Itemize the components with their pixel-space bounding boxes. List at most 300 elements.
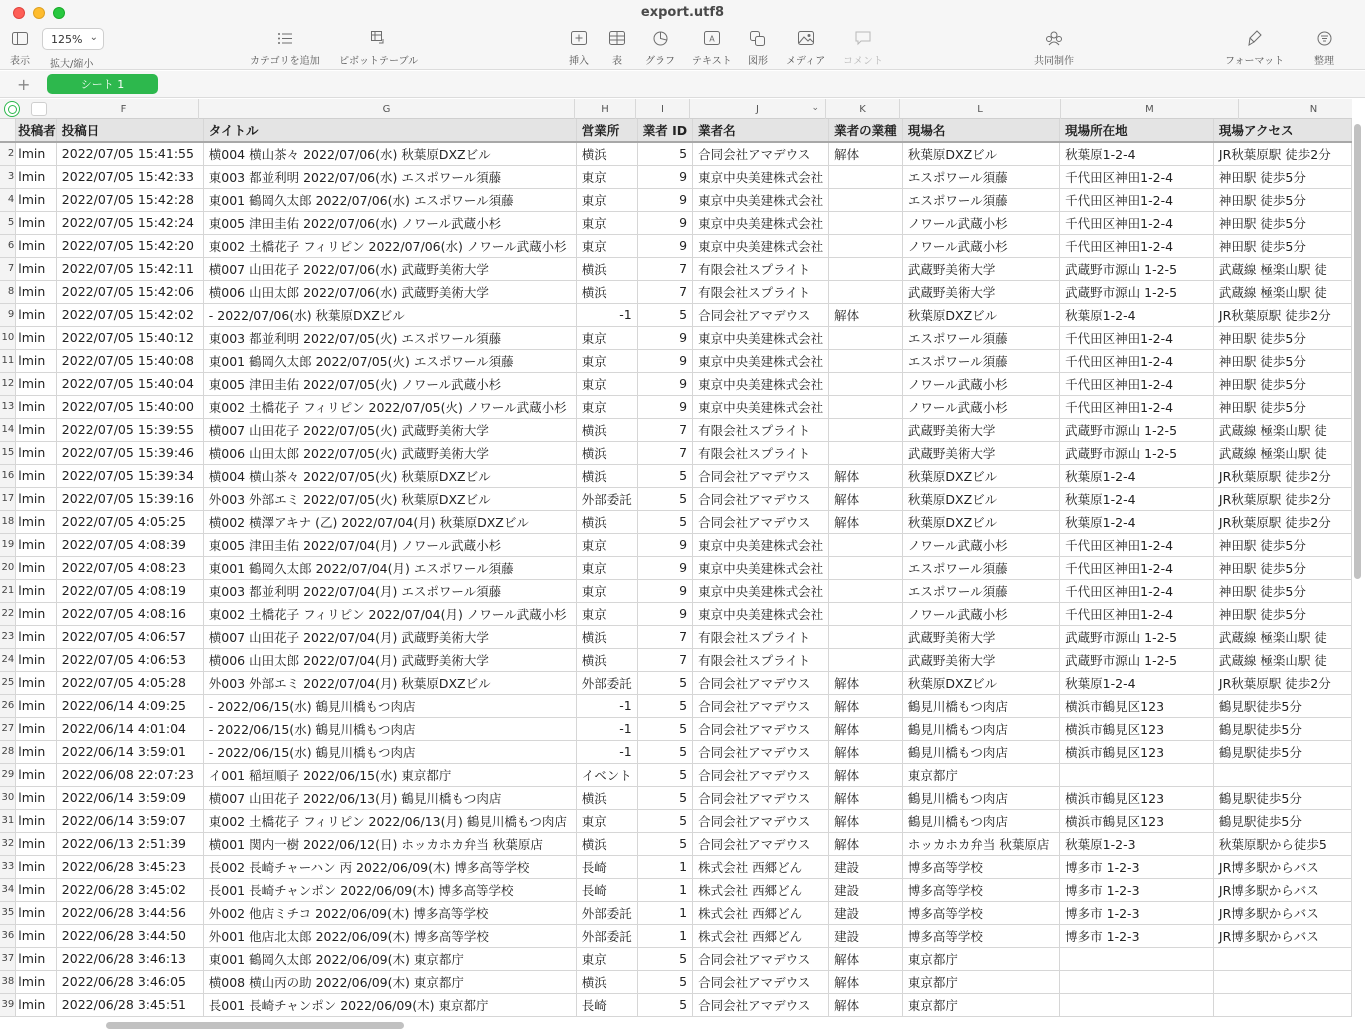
cell-office[interactable]: 東京 — [576, 533, 637, 556]
cell-title[interactable]: 東003 都並利明 2022/07/04(月) エスポワール須藤 — [203, 579, 576, 602]
cell-office[interactable]: 横浜 — [576, 510, 637, 533]
cell-office[interactable]: 東京 — [576, 372, 637, 395]
cell-vendor-name[interactable]: 東京中央美建株式会社 — [693, 188, 829, 211]
cell-site-name[interactable]: 東京都庁 — [902, 970, 1059, 993]
cell-office[interactable]: -1 — [576, 303, 637, 326]
cell-vendor-name[interactable]: 有限会社スプライト — [693, 441, 829, 464]
cell-poster[interactable]: lmin — [16, 947, 57, 970]
cell-site-access[interactable] — [1213, 947, 1351, 970]
cell-site-name[interactable]: ノワール武蔵小杉 — [902, 372, 1059, 395]
cell-site-access[interactable]: JR秋葉原駅 徒歩2分 — [1213, 510, 1351, 533]
cell-vendor-industry[interactable] — [829, 441, 903, 464]
cell-office[interactable]: 東京 — [576, 211, 637, 234]
column-header-l[interactable]: L — [900, 99, 1061, 119]
cell-site-name[interactable]: 鶴見川橋もつ肉店 — [902, 786, 1059, 809]
cell-vendor-id[interactable]: 5 — [637, 487, 692, 510]
cell-site-name[interactable]: 鶴見川橋もつ肉店 — [902, 717, 1059, 740]
cell-site-name[interactable]: 武蔵野美術大学 — [902, 257, 1059, 280]
cell-vendor-id[interactable]: 5 — [637, 786, 692, 809]
cell-poster[interactable]: lmin — [16, 211, 57, 234]
cell-title[interactable]: 東001 鶴岡久太郎 2022/07/06(水) エスポワール須藤 — [203, 188, 576, 211]
cell-site-address[interactable]: 千代田区神田1-2-4 — [1060, 165, 1214, 188]
cell-vendor-id[interactable]: 7 — [637, 441, 692, 464]
cell-vendor-industry[interactable]: 解体 — [829, 970, 903, 993]
cell-post-date[interactable]: 2022/06/28 3:45:23 — [56, 855, 203, 878]
collaborate-button[interactable] — [1034, 28, 1074, 67]
row-number[interactable]: 5 — [0, 211, 16, 234]
cell-site-name[interactable]: 秋葉原DXZビル — [902, 671, 1059, 694]
cell-site-access[interactable]: 神田駅 徒歩5分 — [1213, 188, 1351, 211]
row-number[interactable]: 20 — [0, 556, 16, 579]
cell-site-access[interactable]: 神田駅 徒歩5分 — [1213, 165, 1351, 188]
cell-site-name[interactable]: 鶴見川橋もつ肉店 — [902, 740, 1059, 763]
cell-post-date[interactable]: 2022/07/05 15:42:28 — [56, 188, 203, 211]
cell-poster[interactable]: lmin — [16, 855, 57, 878]
cell-office[interactable]: 東京 — [576, 602, 637, 625]
cell-site-address[interactable]: 千代田区神田1-2-4 — [1060, 533, 1214, 556]
cell-site-name[interactable]: 武蔵野美術大学 — [902, 418, 1059, 441]
cell-vendor-name[interactable]: 合同会社アマデウス — [693, 993, 829, 1016]
cell-vendor-industry[interactable]: 解体 — [829, 717, 903, 740]
cell-poster[interactable]: lmin — [16, 671, 57, 694]
cell-post-date[interactable]: 2022/07/05 15:39:46 — [56, 441, 203, 464]
cell-vendor-industry[interactable] — [829, 602, 903, 625]
cell-site-address[interactable]: 横浜市鶴見区123 — [1060, 694, 1214, 717]
cell-vendor-id[interactable]: 9 — [637, 556, 692, 579]
cell-vendor-industry[interactable]: 解体 — [829, 832, 903, 855]
cell-poster[interactable]: lmin — [16, 326, 57, 349]
cell-site-access[interactable]: 武蔵線 極楽山駅 徒 — [1213, 418, 1351, 441]
cell-vendor-id[interactable]: 5 — [637, 970, 692, 993]
cell-poster[interactable]: lmin — [16, 303, 57, 326]
cell-poster[interactable]: lmin — [16, 694, 57, 717]
cell-title[interactable]: 横006 山田太郎 2022/07/06(水) 武蔵野美術大学 — [203, 280, 576, 303]
cell-site-name[interactable]: エスポワール須藤 — [902, 326, 1059, 349]
cell-poster[interactable]: lmin — [16, 395, 57, 418]
cell-site-address[interactable] — [1060, 970, 1214, 993]
cell-site-name[interactable]: 東京都庁 — [902, 947, 1059, 970]
cell-site-name[interactable]: ノワール武蔵小杉 — [902, 234, 1059, 257]
cell-post-date[interactable]: 2022/06/14 3:59:09 — [56, 786, 203, 809]
cell-poster[interactable]: lmin — [16, 809, 57, 832]
cell-vendor-name[interactable]: 有限会社スプライト — [693, 280, 829, 303]
cell-site-access[interactable] — [1213, 970, 1351, 993]
cell-vendor-industry[interactable] — [829, 395, 903, 418]
column-header-e[interactable] — [31, 102, 47, 116]
cell-site-access[interactable]: JR秋葉原駅 徒歩2分 — [1213, 671, 1351, 694]
cell-vendor-industry[interactable]: 解体 — [829, 786, 903, 809]
cell-site-address[interactable]: 千代田区神田1-2-4 — [1060, 211, 1214, 234]
cell-site-name[interactable]: ノワール武蔵小杉 — [902, 533, 1059, 556]
cell-post-date[interactable]: 2022/06/28 3:46:13 — [56, 947, 203, 970]
cell-site-address[interactable]: 千代田区神田1-2-4 — [1060, 372, 1214, 395]
cell-vendor-name[interactable]: 合同会社アマデウス — [693, 740, 829, 763]
cell-site-address[interactable]: 千代田区神田1-2-4 — [1060, 579, 1214, 602]
cell-vendor-industry[interactable] — [829, 648, 903, 671]
cell-site-name[interactable]: 博多高等学校 — [902, 901, 1059, 924]
cell-vendor-industry[interactable]: 解体 — [829, 763, 903, 786]
cell-site-address[interactable]: 横浜市鶴見区123 — [1060, 717, 1214, 740]
cell-site-name[interactable]: エスポワール須藤 — [902, 165, 1059, 188]
cell-vendor-id[interactable]: 5 — [637, 832, 692, 855]
cell-post-date[interactable]: 2022/07/05 15:41:55 — [56, 142, 203, 165]
cell-title[interactable]: 横001 関内一樹 2022/06/12(日) ホッカホカ弁当 秋葉原店 — [203, 832, 576, 855]
cell-vendor-id[interactable]: 9 — [637, 349, 692, 372]
row-number[interactable]: 6 — [0, 234, 16, 257]
cell-vendor-id[interactable]: 5 — [637, 694, 692, 717]
cell-office[interactable]: 横浜 — [576, 441, 637, 464]
cell-vendor-industry[interactable]: 解体 — [829, 464, 903, 487]
cell-poster[interactable]: lmin — [16, 763, 57, 786]
cell-poster[interactable]: lmin — [16, 165, 57, 188]
cell-office[interactable]: 東京 — [576, 809, 637, 832]
add-sheet-button[interactable]: + — [17, 75, 31, 94]
cell-site-address[interactable]: 博多市 1-2-3 — [1060, 855, 1214, 878]
cell-site-access[interactable]: JR博多駅からバス — [1213, 855, 1351, 878]
cell-site-access[interactable]: 武蔵線 極楽山駅 徒 — [1213, 625, 1351, 648]
cell-office[interactable]: 東京 — [576, 947, 637, 970]
cell-vendor-id[interactable]: 7 — [637, 625, 692, 648]
cell-site-address[interactable]: 千代田区神田1-2-4 — [1060, 349, 1214, 372]
cell-site-name[interactable]: ノワール武蔵小杉 — [902, 395, 1059, 418]
cell-post-date[interactable]: 2022/07/05 15:40:12 — [56, 326, 203, 349]
cell-site-access[interactable]: 鶴見駅徒歩5分 — [1213, 786, 1351, 809]
row-number[interactable]: 19 — [0, 533, 16, 556]
cell-office[interactable]: イベント — [576, 763, 637, 786]
cell-office[interactable]: 東京 — [576, 349, 637, 372]
cell-vendor-id[interactable]: 7 — [637, 418, 692, 441]
cell-title[interactable]: 長002 長崎チャーハン 丙 2022/06/09(木) 博多高等学校 — [203, 855, 576, 878]
cell-poster[interactable]: lmin — [16, 234, 57, 257]
cell-post-date[interactable]: 2022/06/28 3:45:51 — [56, 993, 203, 1016]
cell-site-address[interactable]: 秋葉原1-2-4 — [1060, 510, 1214, 533]
cell-title[interactable]: - 2022/06/15(水) 鶴見川橋もつ肉店 — [203, 740, 576, 763]
column-header-i[interactable]: I — [636, 99, 690, 119]
row-number[interactable]: 4 — [0, 188, 16, 211]
cell-site-access[interactable]: 神田駅 徒歩5分 — [1213, 372, 1351, 395]
media-button[interactable] — [786, 28, 825, 67]
cell-vendor-name[interactable]: 合同会社アマデウス — [693, 510, 829, 533]
cell-vendor-id[interactable]: 9 — [637, 533, 692, 556]
cell-site-address[interactable]: 横浜市鶴見区123 — [1060, 740, 1214, 763]
cell-site-access[interactable]: 神田駅 徒歩5分 — [1213, 234, 1351, 257]
cell-vendor-name[interactable]: 合同会社アマデウス — [693, 786, 829, 809]
cell-site-address[interactable]: 武蔵野市源山 1-2-5 — [1060, 625, 1214, 648]
cell-vendor-id[interactable]: 5 — [637, 464, 692, 487]
cell-office[interactable]: 東京 — [576, 165, 637, 188]
cell-vendor-industry[interactable]: 解体 — [829, 142, 903, 165]
cell-vendor-name[interactable]: 東京中央美建株式会社 — [693, 349, 829, 372]
cell-post-date[interactable]: 2022/07/05 15:42:02 — [56, 303, 203, 326]
cell-site-name[interactable]: 武蔵野美術大学 — [902, 625, 1059, 648]
cell-post-date[interactable]: 2022/07/05 15:39:55 — [56, 418, 203, 441]
row-number[interactable]: 16 — [0, 464, 16, 487]
header-cell-title[interactable]: タイトル — [203, 119, 576, 142]
cell-vendor-name[interactable]: 合同会社アマデウス — [693, 464, 829, 487]
cell-vendor-id[interactable]: 9 — [637, 234, 692, 257]
cell-office[interactable]: 東京 — [576, 579, 637, 602]
cell-post-date[interactable]: 2022/07/05 4:05:28 — [56, 671, 203, 694]
cell-vendor-id[interactable]: 9 — [637, 602, 692, 625]
cell-vendor-name[interactable]: 有限会社スプライト — [693, 648, 829, 671]
cell-vendor-name[interactable]: 合同会社アマデウス — [693, 809, 829, 832]
cell-vendor-industry[interactable]: 解体 — [829, 993, 903, 1016]
header-cell-vendor-name[interactable]: 業者名 — [693, 119, 829, 142]
cell-site-name[interactable]: ノワール武蔵小杉 — [902, 211, 1059, 234]
cell-vendor-id[interactable]: 9 — [637, 188, 692, 211]
row-number[interactable]: 24 — [0, 648, 16, 671]
cell-vendor-id[interactable]: 5 — [637, 993, 692, 1016]
cell-site-access[interactable]: JR秋葉原駅 徒歩2分 — [1213, 464, 1351, 487]
cell-vendor-industry[interactable]: 建設 — [829, 924, 903, 947]
view-button[interactable] — [8, 28, 32, 67]
row-number[interactable]: 26 — [0, 694, 16, 717]
cell-vendor-industry[interactable]: 解体 — [829, 809, 903, 832]
cell-site-access[interactable]: 神田駅 徒歩5分 — [1213, 533, 1351, 556]
cell-site-access[interactable]: 神田駅 徒歩5分 — [1213, 349, 1351, 372]
header-cell-post-date[interactable]: 投稿日 — [56, 119, 203, 142]
cell-post-date[interactable]: 2022/07/05 4:08:19 — [56, 579, 203, 602]
cell-vendor-industry[interactable]: 解体 — [829, 947, 903, 970]
cell-site-access[interactable]: 鶴見駅徒歩5分 — [1213, 694, 1351, 717]
cell-poster[interactable]: lmin — [16, 970, 57, 993]
cell-vendor-name[interactable]: 東京中央美建株式会社 — [693, 533, 829, 556]
cell-office[interactable]: 外部委託 — [576, 671, 637, 694]
row-number[interactable]: 10 — [0, 326, 16, 349]
cell-title[interactable]: 外002 他店ミチコ 2022/06/09(木) 博多高等学校 — [203, 901, 576, 924]
cell-vendor-name[interactable]: 有限会社スプライト — [693, 418, 829, 441]
cell-vendor-id[interactable]: 9 — [637, 579, 692, 602]
cell-vendor-name[interactable]: 合同会社アマデウス — [693, 303, 829, 326]
cell-poster[interactable]: lmin — [16, 579, 57, 602]
cell-site-address[interactable]: 秋葉原1-2-4 — [1060, 142, 1214, 165]
cell-office[interactable]: -1 — [576, 717, 637, 740]
cell-vendor-name[interactable]: 東京中央美建株式会社 — [693, 234, 829, 257]
column-header-h[interactable]: H — [575, 99, 636, 119]
header-cell-site-access[interactable]: 現場アクセス — [1213, 119, 1351, 142]
row-number[interactable]: 11 — [0, 349, 16, 372]
cell-title[interactable]: 東002 土橋花子 フィリピン 2022/07/06(水) ノワール武蔵小杉 — [203, 234, 576, 257]
cell-site-address[interactable]: 千代田区神田1-2-4 — [1060, 556, 1214, 579]
cell-vendor-industry[interactable]: 解体 — [829, 510, 903, 533]
cell-site-address[interactable]: 千代田区神田1-2-4 — [1060, 188, 1214, 211]
cell-site-name[interactable]: エスポワール須藤 — [902, 349, 1059, 372]
cell-post-date[interactable]: 2022/07/05 4:08:16 — [56, 602, 203, 625]
vertical-scrollbar[interactable] — [1354, 124, 1361, 579]
cell-site-name[interactable]: 東京都庁 — [902, 763, 1059, 786]
cell-poster[interactable]: lmin — [16, 625, 57, 648]
cell-vendor-id[interactable]: 1 — [637, 878, 692, 901]
cell-site-address[interactable]: 秋葉原1-2-4 — [1060, 303, 1214, 326]
cell-site-access[interactable]: 武蔵線 極楽山駅 徒 — [1213, 257, 1351, 280]
cell-vendor-id[interactable]: 5 — [637, 303, 692, 326]
cell-post-date[interactable]: 2022/07/05 4:08:39 — [56, 533, 203, 556]
cell-vendor-industry[interactable] — [829, 234, 903, 257]
cell-vendor-name[interactable]: 株式会社 西郷どん — [693, 901, 829, 924]
cell-site-address[interactable]: 武蔵野市源山 1-2-5 — [1060, 257, 1214, 280]
cell-site-address[interactable]: 横浜市鶴見区123 — [1060, 786, 1214, 809]
cell-title[interactable]: - 2022/06/15(水) 鶴見川橋もつ肉店 — [203, 717, 576, 740]
cell-vendor-id[interactable]: 5 — [637, 717, 692, 740]
cell-vendor-id[interactable]: 9 — [637, 395, 692, 418]
cell-title[interactable]: 東005 津田圭佑 2022/07/04(月) ノワール武蔵小杉 — [203, 533, 576, 556]
zoom-select[interactable] — [42, 28, 104, 50]
format-button[interactable] — [1225, 28, 1284, 67]
row-number[interactable]: 2 — [0, 142, 16, 165]
row-number[interactable]: 14 — [0, 418, 16, 441]
row-number[interactable]: 33 — [0, 855, 16, 878]
row-number[interactable]: 27 — [0, 717, 16, 740]
cell-site-access[interactable]: JR博多駅からバス — [1213, 878, 1351, 901]
cell-poster[interactable]: lmin — [16, 510, 57, 533]
cell-site-address[interactable]: 横浜市鶴見区123 — [1060, 809, 1214, 832]
column-header-g[interactable]: G — [199, 99, 575, 119]
cell-post-date[interactable]: 2022/07/05 15:40:08 — [56, 349, 203, 372]
cell-site-name[interactable]: 武蔵野美術大学 — [902, 648, 1059, 671]
cell-vendor-id[interactable]: 5 — [637, 142, 692, 165]
cell-site-address[interactable] — [1060, 993, 1214, 1016]
cell-vendor-name[interactable]: 有限会社スプライト — [693, 257, 829, 280]
cell-vendor-industry[interactable] — [829, 188, 903, 211]
cell-post-date[interactable]: 2022/07/05 15:42:24 — [56, 211, 203, 234]
cell-site-access[interactable]: 神田駅 徒歩5分 — [1213, 326, 1351, 349]
cell-site-address[interactable]: 博多市 1-2-3 — [1060, 878, 1214, 901]
cell-poster[interactable]: lmin — [16, 740, 57, 763]
cell-poster[interactable]: lmin — [16, 993, 57, 1016]
cell-vendor-name[interactable]: 東京中央美建株式会社 — [693, 372, 829, 395]
cell-vendor-name[interactable]: 有限会社スプライト — [693, 625, 829, 648]
cell-title[interactable]: 横006 山田太郎 2022/07/04(月) 武蔵野美術大学 — [203, 648, 576, 671]
cell-post-date[interactable]: 2022/06/28 3:44:50 — [56, 924, 203, 947]
cell-office[interactable]: 東京 — [576, 326, 637, 349]
row-number[interactable]: 30 — [0, 786, 16, 809]
cell-site-access[interactable] — [1213, 763, 1351, 786]
cell-vendor-name[interactable]: 合同会社アマデウス — [693, 487, 829, 510]
cell-vendor-id[interactable]: 7 — [637, 648, 692, 671]
cell-title[interactable]: 横007 山田花子 2022/07/04(月) 武蔵野美術大学 — [203, 625, 576, 648]
cell-site-address[interactable] — [1060, 947, 1214, 970]
cell-title[interactable]: 東001 鶴岡久太郎 2022/06/09(木) 東京都庁 — [203, 947, 576, 970]
cell-site-name[interactable]: エスポワール須藤 — [902, 556, 1059, 579]
sheet-tab-active[interactable]: シート 1 — [47, 74, 158, 94]
cell-office[interactable]: 横浜 — [576, 786, 637, 809]
cell-site-access[interactable]: 神田駅 徒歩5分 — [1213, 556, 1351, 579]
header-cell-vendor-id[interactable]: 業者 ID — [637, 119, 692, 142]
cell-site-address[interactable]: 千代田区神田1-2-4 — [1060, 234, 1214, 257]
cell-site-access[interactable]: 神田駅 徒歩5分 — [1213, 211, 1351, 234]
column-header-m[interactable]: M — [1061, 99, 1239, 119]
cell-title[interactable]: 横008 横山丙の助 2022/06/09(木) 東京都庁 — [203, 970, 576, 993]
cell-post-date[interactable]: 2022/06/08 22:07:23 — [56, 763, 203, 786]
cell-poster[interactable]: lmin — [16, 487, 57, 510]
cell-site-access[interactable]: JR博多駅からバス — [1213, 924, 1351, 947]
cell-vendor-industry[interactable] — [829, 326, 903, 349]
cell-office[interactable]: 長崎 — [576, 993, 637, 1016]
organize-button[interactable] — [1312, 28, 1336, 67]
cell-site-name[interactable]: 秋葉原DXZビル — [902, 510, 1059, 533]
cell-site-access[interactable]: 神田駅 徒歩5分 — [1213, 579, 1351, 602]
cell-site-name[interactable]: 鶴見川橋もつ肉店 — [902, 694, 1059, 717]
cell-site-address[interactable]: 秋葉原1-2-3 — [1060, 832, 1214, 855]
cell-title[interactable]: 東001 鶴岡久太郎 2022/07/04(月) エスポワール須藤 — [203, 556, 576, 579]
row-number[interactable]: 7 — [0, 257, 16, 280]
cell-vendor-name[interactable]: 東京中央美建株式会社 — [693, 211, 829, 234]
cell-site-address[interactable]: 武蔵野市源山 1-2-5 — [1060, 418, 1214, 441]
row-number[interactable]: 25 — [0, 671, 16, 694]
cell-title[interactable]: 横006 山田太郎 2022/07/05(火) 武蔵野美術大学 — [203, 441, 576, 464]
cell-site-address[interactable]: 千代田区神田1-2-4 — [1060, 395, 1214, 418]
cell-post-date[interactable]: 2022/07/05 4:08:23 — [56, 556, 203, 579]
cell-vendor-id[interactable]: 5 — [637, 671, 692, 694]
cell-title[interactable]: 東005 津田圭佑 2022/07/05(火) ノワール武蔵小杉 — [203, 372, 576, 395]
cell-poster[interactable]: lmin — [16, 142, 57, 165]
row-number[interactable]: 23 — [0, 625, 16, 648]
cell-site-address[interactable]: 武蔵野市源山 1-2-5 — [1060, 441, 1214, 464]
cell-title[interactable]: イ001 稲垣順子 2022/06/15(水) 東京都庁 — [203, 763, 576, 786]
cell-poster[interactable]: lmin — [16, 717, 57, 740]
cell-site-name[interactable]: 秋葉原DXZビル — [902, 464, 1059, 487]
cell-site-address[interactable]: 博多市 1-2-3 — [1060, 924, 1214, 947]
cell-title[interactable]: 長001 長崎チャンポン 2022/06/09(木) 博多高等学校 — [203, 878, 576, 901]
cell-site-name[interactable]: 秋葉原DXZビル — [902, 142, 1059, 165]
cell-post-date[interactable]: 2022/07/05 15:40:00 — [56, 395, 203, 418]
cell-vendor-name[interactable]: 合同会社アマデウス — [693, 970, 829, 993]
cell-site-address[interactable]: 博多市 1-2-3 — [1060, 901, 1214, 924]
cell-vendor-name[interactable]: 東京中央美建株式会社 — [693, 579, 829, 602]
cell-vendor-name[interactable]: 合同会社アマデウス — [693, 694, 829, 717]
cell-site-address[interactable]: 秋葉原1-2-4 — [1060, 671, 1214, 694]
cell-title[interactable]: 横004 横山茶々 2022/07/06(水) 秋葉原DXZビル — [203, 142, 576, 165]
chart-button[interactable] — [645, 28, 675, 67]
cell-vendor-id[interactable]: 9 — [637, 372, 692, 395]
cell-site-access[interactable]: 武蔵線 極楽山駅 徒 — [1213, 648, 1351, 671]
cell-site-name[interactable]: 武蔵野美術大学 — [902, 280, 1059, 303]
row-number[interactable]: 13 — [0, 395, 16, 418]
cell-office[interactable]: 東京 — [576, 556, 637, 579]
cell-vendor-name[interactable]: 東京中央美建株式会社 — [693, 326, 829, 349]
row-number[interactable]: 36 — [0, 924, 16, 947]
cell-poster[interactable]: lmin — [16, 372, 57, 395]
row-number[interactable]: 3 — [0, 165, 16, 188]
cell-site-name[interactable]: 武蔵野美術大学 — [902, 441, 1059, 464]
cell-post-date[interactable]: 2022/06/14 4:09:25 — [56, 694, 203, 717]
cell-vendor-name[interactable]: 東京中央美建株式会社 — [693, 556, 829, 579]
row-number[interactable]: 8 — [0, 280, 16, 303]
cell-vendor-id[interactable]: 1 — [637, 901, 692, 924]
cell-site-access[interactable]: 鶴見駅徒歩5分 — [1213, 809, 1351, 832]
cell-vendor-name[interactable]: 東京中央美建株式会社 — [693, 602, 829, 625]
cell-title[interactable]: 横007 山田花子 2022/06/13(月) 鶴見川橋もつ肉店 — [203, 786, 576, 809]
cell-vendor-industry[interactable] — [829, 211, 903, 234]
cell-vendor-industry[interactable]: 建設 — [829, 901, 903, 924]
cell-vendor-name[interactable]: 東京中央美建株式会社 — [693, 165, 829, 188]
cell-office[interactable]: 東京 — [576, 188, 637, 211]
header-cell-vendor-industry[interactable]: 業者の業種 — [829, 119, 903, 142]
cell-site-name[interactable]: 東京都庁 — [902, 993, 1059, 1016]
cell-vendor-industry[interactable] — [829, 349, 903, 372]
row-number[interactable]: 35 — [0, 901, 16, 924]
cell-poster[interactable]: lmin — [16, 832, 57, 855]
cell-vendor-name[interactable]: 合同会社アマデウス — [693, 671, 829, 694]
cell-post-date[interactable]: 2022/06/13 2:51:39 — [56, 832, 203, 855]
cell-office[interactable]: 外部委託 — [576, 924, 637, 947]
cell-post-date[interactable]: 2022/07/05 15:42:33 — [56, 165, 203, 188]
pivot-table-button[interactable] — [339, 28, 418, 67]
cell-site-address[interactable]: 秋葉原1-2-4 — [1060, 464, 1214, 487]
cell-title[interactable]: 横007 山田花子 2022/07/05(火) 武蔵野美術大学 — [203, 418, 576, 441]
cell-site-access[interactable]: JR博多駅からバス — [1213, 901, 1351, 924]
cell-site-name[interactable]: 博多高等学校 — [902, 924, 1059, 947]
